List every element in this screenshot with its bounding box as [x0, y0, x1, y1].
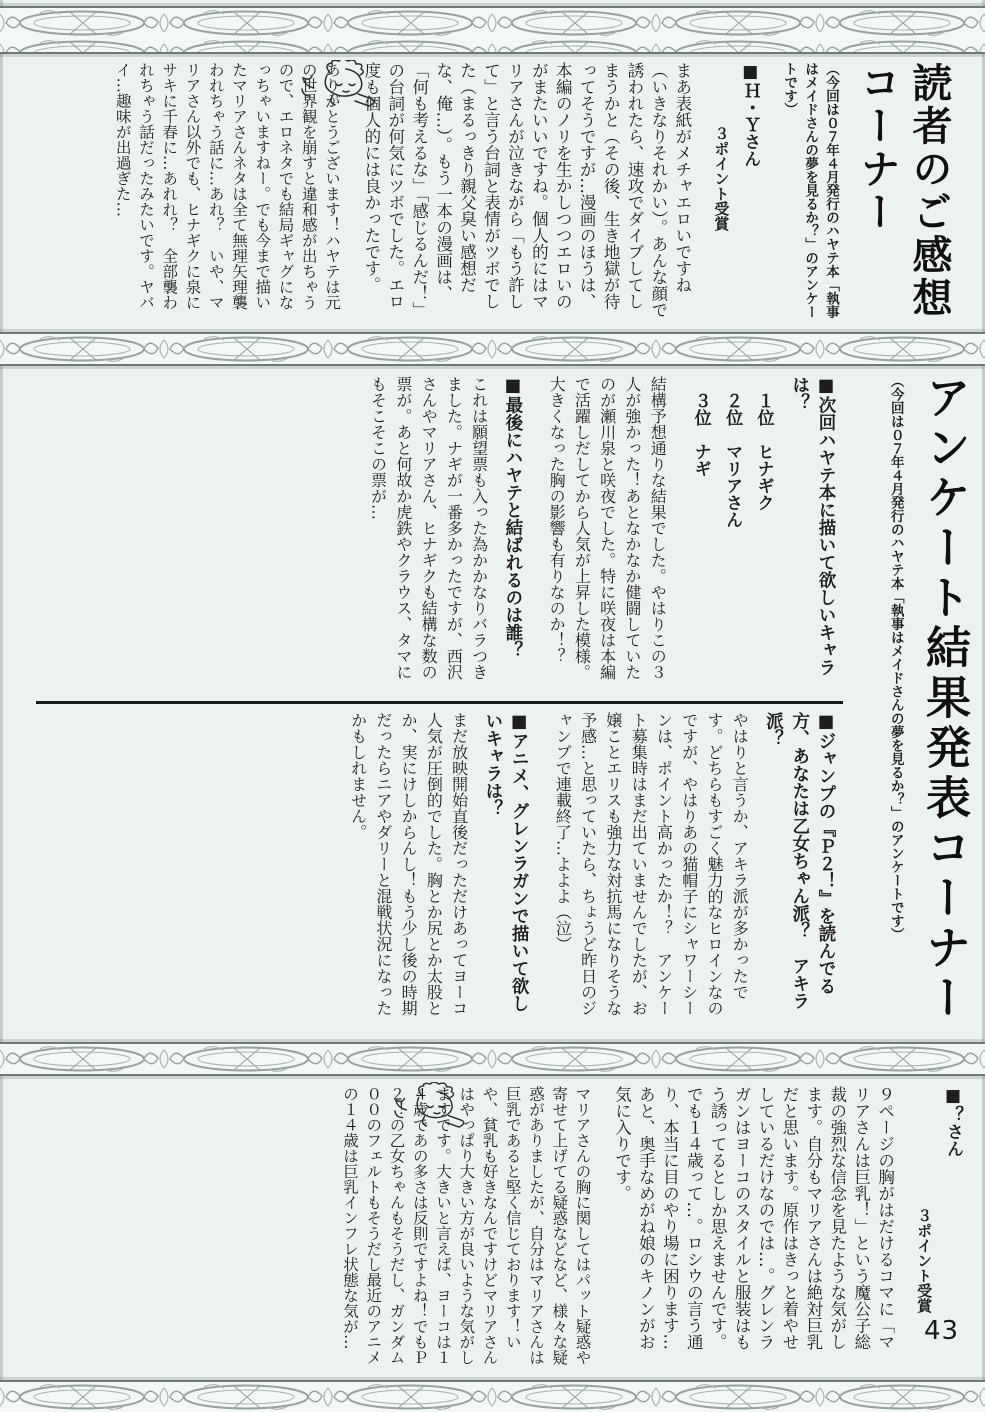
survey-ranking-list — [684, 376, 778, 693]
author-doodle-face-icon — [300, 60, 392, 110]
reader-entry-award: ３ポイント受賞 — [712, 126, 731, 231]
reader-entry-author: ■Ｈ・Ｙさん — [740, 62, 761, 167]
survey-answer-3: やはりと言うか、アキラ派が多かったです。どちらもすごく魅力的なヒロインなのですが、やはりあの猫帽子にシャワーシーンは、ポイント高かったか！？ アンケート募集時はまだ出ていませんでしたが、お嬢ことエリスも強力な対抗馬になりそうな予感…と思っていたら、ちょうど昨日のジャンプで連載終了…よよよ（泣） — [553, 711, 750, 1016]
reader2-entry-comment: ９ページの胸がはだけるコマに「マリアさんは巨乳！」という魔公子総裁の強烈な信念を見たような気がします。自分もマリアさんは絶対巨乳だと思います。原作はきっと着やせしているだけなのでは…。グレンラガンはヨーコのスタイルと服装はもう誘ってるとしか思えませんです。でも１４歳って…。ロシウの言う通り、本当に目のやり場に困ります…あと、奥手なめがね娘のキノンがお気に入りです。 — [612, 1086, 895, 1350]
survey-title-column — [845, 362, 985, 1042]
survey-question-1: ■次回ハヤテ本に描いて欲しいキャラは？ — [789, 376, 836, 676]
survey-corner-subtitle: （今回は０７年４月発行のハヤテ本「執事はメイドさんの夢を見るか？」のアンケートです） — [887, 374, 904, 941]
ranking-item-3: ３位 ナギ — [690, 392, 711, 477]
reader-entry-comment: まあ表紙がメチャエロいですね（いきなりそれかい）。あんな顔で誘われたら、速攻でダイブしてしまうかと（その後、生き地獄が待ってそうですが…漫画のほうは、本編のノリを生かしつつエロいのがまたいいですね。個人的にはマリアさんが泣きながら「もう許して」と言う台詞と表情がツボでした（まるっきり親父臭い感想だな、俺…）。もう一本の漫画は、「何も考えるな」「感じるんだ！」の台詞が何気にツボでした。エロ度も個人的には良かったです。 — [361, 62, 692, 318]
survey-corner-title: アンケート結果発表コーナー — [918, 374, 971, 1024]
survey-content — [0, 362, 845, 1042]
divider-ornament-border-1 — [0, 332, 985, 366]
reader-corner-title: 読者のご感想コーナー — [854, 62, 952, 320]
survey-answer-4: まだ放映開始直後だっただけあってヨーコ人気が圧倒的でした。胸とか尻とか太股とか、実にけしからんし！もう少し後の時期だったらニアやダリーと混戦状況になったかもしれません。 — [348, 711, 469, 1016]
survey-question-4: ■アニメ、グレンラガンで描いて欲しいキャラは？ — [482, 711, 530, 1012]
survey-answer-2: これは願望票も入った為かかなりバラつきました。ナギが一番多かったですが、西沢さんやマリアさん、ヒナギクも結構な数の票が。あと何故か虎鉄やクラウス、タマにもそこそこの票が… — [368, 376, 489, 680]
top-ornament-border — [0, 6, 985, 54]
survey-lower-half — [34, 706, 843, 1035]
author-reply-text-2: マリアさんの胸に関してはパット疑惑や寄せて上げてる疑惑などなど、様々な疑惑がありましたが、自分はマリアさんは巨乳であると堅く信じております！いや、貧乳も好きなんですけどマリアさんはやっぱり大きい方が良いような気がしますです。大きいと言えば、ヨーコは１４歳であの多さは反則ですよね！でもＰ２！の乙女ちゃんもそうだし、ガンダム００のフェルトもそうだし最近のアニメの１４歳は巨乳インフレ状態な気が… — [341, 1086, 592, 1365]
survey-question-3: ■ジャンプの『Ｐ２！』を読んでる方、あなたは乙女ちゃん派？ アキラ派？ — [763, 711, 836, 1009]
ranking-item-2: ２位 マリアさん — [722, 392, 743, 528]
author-reply-text: ありがとうございます！ハヤテは元の世界観を崩すと違和感が出ちゃうので、エロネタでも結局ギャグになっちゃいますねー。でも今まで描いたマリアさんネタは全て無理矢理襲われちゃう話に…あれ？ いや、マリアさん以外でも、ヒナギクに泉にサキに千春に…あれれ？ 全部襲われちゃう話だったみたいです。ヤバイ…趣味が出過ぎた… — [113, 62, 341, 310]
ranking-item-1: １位 ヒナギク — [753, 392, 774, 511]
reader2-entry-award: ３ポイント受賞 — [915, 1208, 934, 1313]
page-number: 43 — [924, 1316, 960, 1346]
survey-half-divider-line — [36, 701, 843, 704]
survey-answer-1: 結構予想通りな結果でした。やはりこの３人が強かった！あとなかなか健闘していたのが瀬川泉と咲夜でした。特に咲夜は本編で活躍しだしてから人気が上昇した模様。大きくなった胸の影響も有りなのか！？ — [547, 376, 668, 680]
survey-upper-half — [34, 370, 843, 699]
reader-feedback-section — [0, 52, 985, 332]
author-doodle-face-icon-2 — [393, 1082, 481, 1132]
bottom-ornament-border — [0, 1380, 985, 1412]
survey-results-section — [0, 362, 985, 1042]
reader-corner-subtitle: （今回は０７年４月発行のハヤテ本「執事はメイドさんの夢を見るか？」のアンケートです） — [781, 62, 839, 319]
reader2-entry-author: ■？さん — [943, 1086, 963, 1157]
reader-feedback-section-2 — [0, 1074, 985, 1374]
survey-question-2: ■最後にハヤテと結ばれるのは誰？ — [502, 376, 523, 659]
divider-ornament-border-2 — [0, 1042, 985, 1076]
